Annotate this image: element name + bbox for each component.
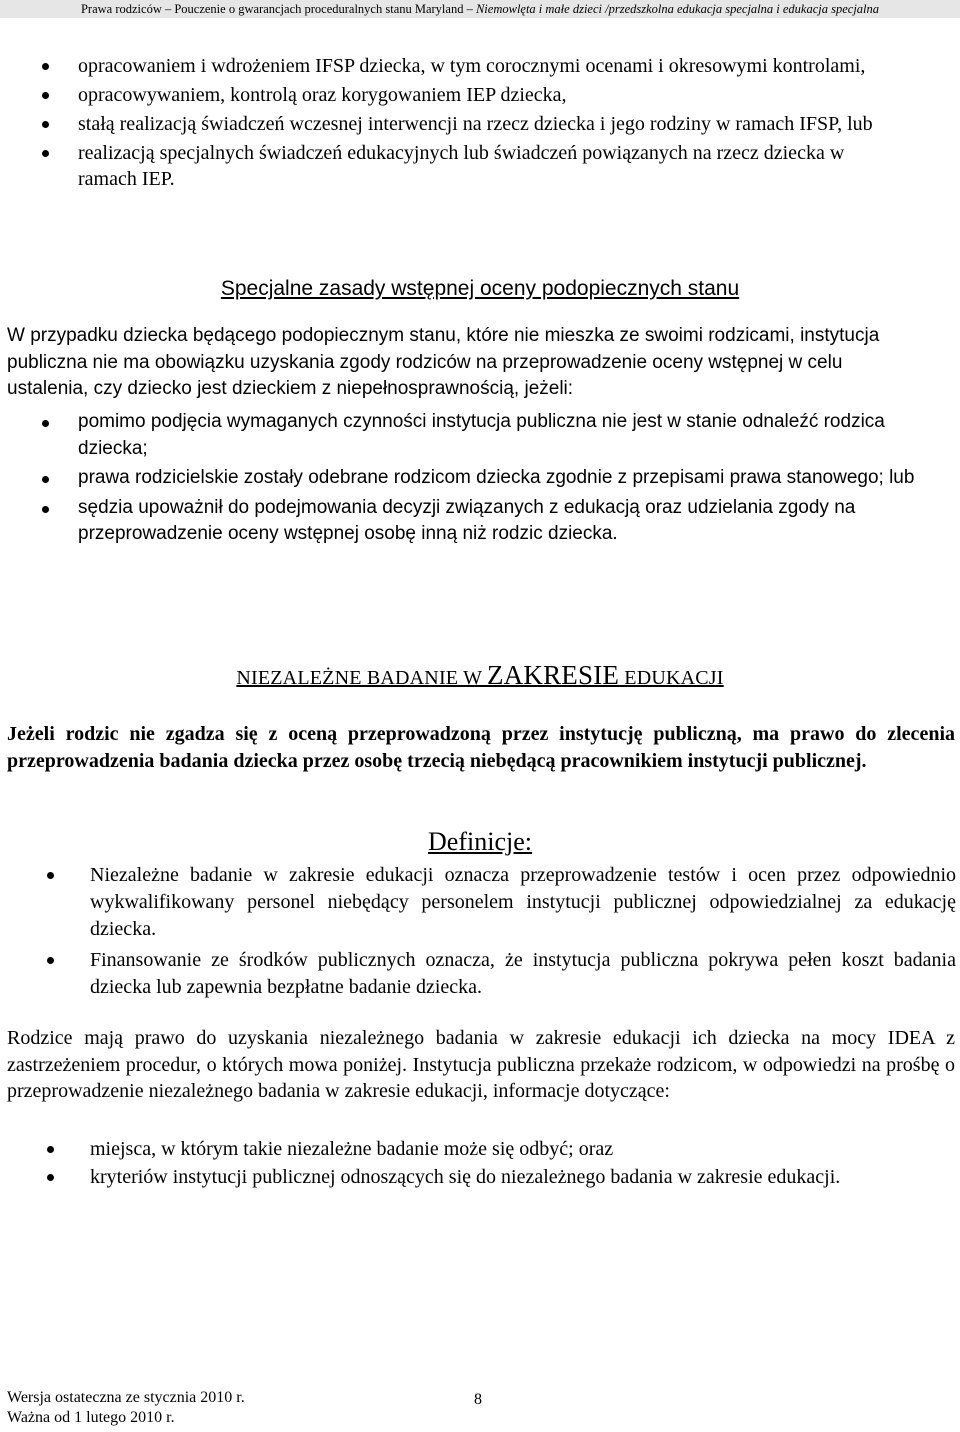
bullet-icon xyxy=(47,1146,54,1153)
heading-part-large: ZAKRESIE xyxy=(486,660,620,690)
bullet-icon xyxy=(42,150,49,157)
list-item xyxy=(78,111,908,137)
section-heading-independent xyxy=(0,660,960,691)
list-item-text: Finansowanie ze środków publicznych oznacza, że instytucja publiczna pokrywa pełen koszt badania dziecka lub zapewnia bezpłatne badanie dziecka. xyxy=(90,949,956,998)
definitions-heading: Definicje: xyxy=(428,827,532,856)
bullet-icon xyxy=(42,92,49,99)
bullet-icon xyxy=(42,121,49,128)
footer-valid-text: Ważna od 1 lutego 2010 r. xyxy=(7,1409,175,1426)
list-item xyxy=(78,495,958,548)
list-item-text: stałą realizacją świadczeń wczesnej interwencji na rzecz dziecka i jego rodziny w ramach IFSP, lub xyxy=(78,113,873,135)
bullet-icon xyxy=(42,63,49,70)
heading-part: NIEZALEŻNE BADANIE W xyxy=(236,667,487,689)
list-item-text: opracowywaniem, kontrolą oraz korygowaniem IEP dziecka, xyxy=(78,84,567,106)
header-subtitle: Niemowlęta i małe dzieci /przedszkolna edukacja specjalna i edukacja specjalna xyxy=(475,2,880,16)
list-item xyxy=(90,1136,956,1163)
running-header xyxy=(0,0,960,18)
list-item-text: opracowaniem i wdrożeniem IFSP dziecka, w tym corocznymi ocenami i okresowymi kontrolami, xyxy=(78,55,866,77)
bullet-icon xyxy=(47,957,54,964)
ward-conditions-list xyxy=(78,409,958,551)
independent-bold-paragraph: Jeżeli rodzic nie zgadza się z oceną przeprowadzoną przez instytucję publiczną, ma prawo do zlecenia przeprowadzenia badania dziecka przez osobę trzecią niebędącą pracownikiem instytucji publicznej. xyxy=(7,723,955,772)
bullet-icon xyxy=(42,506,49,513)
list-item-text: Niezależne badanie w zakresie edukacji oznacza przeprowadzenie testów i ocen przez odpowiednio wykwalifikowany personel niebędący personelem instytucji publicznej odpowiedzialnej za edukację dziecka. xyxy=(90,864,956,940)
bullet-icon xyxy=(47,1174,54,1181)
footer-version xyxy=(7,1388,245,1428)
list-item xyxy=(90,1164,956,1191)
consent-scope-list xyxy=(78,53,908,195)
bullet-icon xyxy=(42,420,49,427)
section-heading-ward: Specjalne zasady wstępnej oceny podopiecznych stanu xyxy=(220,277,740,300)
list-item-text: miejsca, w którym takie niezależne badanie może się odbyć; oraz xyxy=(90,1138,614,1160)
list-item-text: prawa rodzicielskie zostały odebrane rodzicom dziecka zgodnie z przepisami prawa stanowego; lub xyxy=(78,467,915,488)
list-item-text: pomimo podjęcia wymaganych czynności instytucja publiczna nie jest w stanie odnaleźć rodzica dziecka; xyxy=(78,411,885,459)
list-item xyxy=(78,53,908,79)
list-item xyxy=(78,82,908,108)
list-item-text: sędzia upoważnił do podejmowania decyzji związanych z edukacją oraz udzielania zgody na przeprowadzenie oceny wstępnej osobę inną niż rodzic dziecka. xyxy=(78,496,856,544)
list-item xyxy=(78,140,908,192)
list-item xyxy=(78,409,958,462)
bullet-icon xyxy=(42,476,49,483)
header-title: Prawa rodziców – Pouczenie o gwarancjach proceduralnych stanu Maryland – xyxy=(80,2,476,16)
list-item-text: kryteriów instytucji publicznej odnoszących się do niezależnego badania w zakresie edukacji. xyxy=(90,1166,841,1188)
list-item xyxy=(90,862,956,943)
ward-paragraph: W przypadku dziecka będącego podopiecznym stanu, które nie mieszka ze swoimi rodzicami, instytucja publiczna nie ma obowiązku uzyskania zgody rodziców na przeprowadzenie oceny wstępnej w celu ustalenia, czy dziecko jest dzieckiem z niepełnosprawnością, jeżeli: xyxy=(7,325,880,399)
rights-list xyxy=(90,1136,956,1192)
definitions-list xyxy=(90,862,956,1005)
list-item-text: realizacją specjalnych świadczeń edukacyjnych lub świadczeń powiązanych na rzecz dziecka w ramach IEP. xyxy=(78,142,845,190)
list-item xyxy=(90,947,956,1001)
page-number: 8 xyxy=(474,1391,482,1408)
bullet-icon xyxy=(47,872,54,879)
list-item xyxy=(78,465,958,492)
heading-part: EDUKACJI xyxy=(619,667,724,689)
rights-paragraph: Rodzice mają prawo do uzyskania niezależnego badania w zakresie edukacji ich dziecka na mocy IDEA z zastrzeżeniem procedur, o których mowa poniżej. Instytucja publiczna przekaże rodzicom, w odpowiedzi na prośbę o przeprowadzenie niezależnego badania w zakresie edukacji, informacje dotyczące: xyxy=(7,1027,955,1102)
footer-version-text: Wersja ostateczna ze stycznia 2010 r. xyxy=(7,1389,245,1406)
